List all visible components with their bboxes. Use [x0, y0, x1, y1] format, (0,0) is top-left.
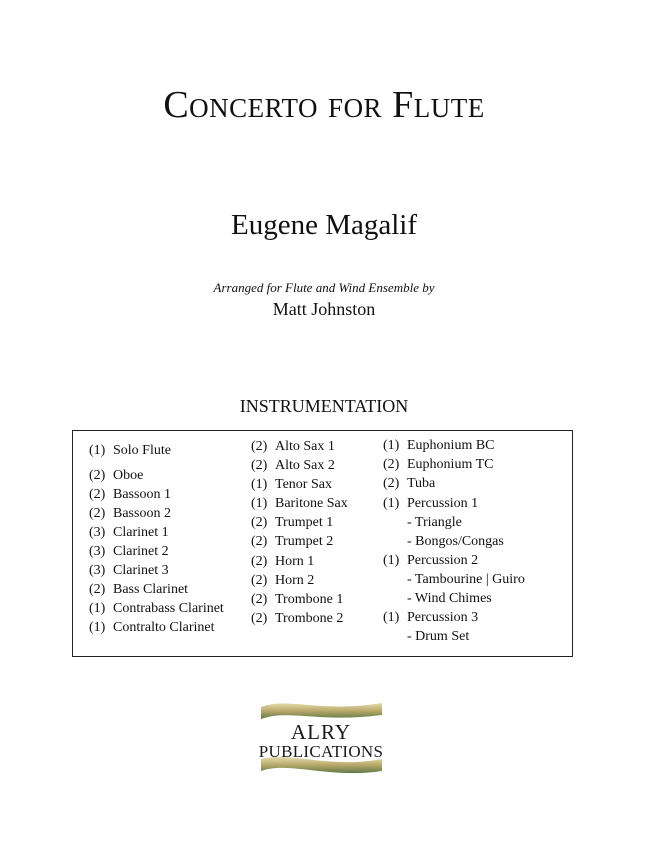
- instrument-quantity: (3): [89, 563, 106, 578]
- instrument-name: Contralto Clarinet: [113, 620, 215, 635]
- instrument-item: [89, 507, 171, 521]
- instrument-quantity: (3): [89, 525, 106, 540]
- instrument-quantity: (2): [251, 439, 268, 454]
- instrument-quantity: (1): [251, 496, 268, 511]
- instrument-name: - Drum Set: [407, 629, 470, 644]
- instrument-name: Euphonium TC: [407, 457, 494, 472]
- instrument-name: Clarinet 1: [113, 525, 169, 540]
- instrument-quantity: (2): [251, 611, 268, 626]
- instrument-item: [251, 535, 333, 549]
- instrument-quantity: (2): [89, 487, 106, 502]
- instrument-name: Trumpet 2: [275, 534, 334, 549]
- instrument-name: Contrabass Clarinet: [113, 601, 224, 616]
- alry-publications-logo: [259, 697, 384, 777]
- instrument-item: [89, 602, 224, 616]
- instrument-name: - Triangle: [407, 515, 462, 530]
- instrument-name: Baritone Sax: [275, 496, 348, 511]
- instrument-name: Alto Sax 1: [275, 439, 335, 454]
- instrument-quantity: (1): [383, 553, 400, 568]
- instrument-quantity: (2): [383, 457, 400, 472]
- instrument-name: Trumpet 1: [275, 515, 334, 530]
- piece-title: Concerto for Flute: [163, 84, 485, 126]
- logo-text-publications: PUBLICATIONS: [259, 742, 384, 761]
- instrument-quantity: (1): [89, 443, 106, 458]
- instrument-name: Tuba: [407, 476, 436, 491]
- instrument-name: Percussion 3: [407, 610, 479, 625]
- instrument-name: Clarinet 2: [113, 544, 169, 559]
- instrument-item: [383, 477, 435, 491]
- instrument-quantity: (1): [383, 496, 400, 511]
- instrument-name: Solo Flute: [113, 443, 171, 458]
- arranged-by-text: Arranged for Flute and Wind Ensemble by: [213, 280, 435, 295]
- instrument-quantity: (1): [251, 477, 268, 492]
- instrument-quantity: (1): [89, 601, 106, 616]
- instrument-name: Alto Sax 2: [275, 458, 335, 473]
- instrument-item: [89, 564, 169, 578]
- instrument-item: [383, 439, 495, 453]
- instrument-item: [383, 458, 493, 472]
- instrument-quantity: (2): [89, 468, 106, 483]
- instrument-item: [89, 444, 171, 458]
- instrument-name: Horn 2: [275, 573, 315, 588]
- composer-name: Eugene Magalif: [230, 209, 417, 241]
- instrument-quantity: (1): [89, 620, 106, 635]
- instrument-name: Trombone 2: [275, 611, 344, 626]
- logo-text-alry: ALRY: [290, 720, 352, 744]
- instrument-name: Oboe: [113, 468, 144, 483]
- instrument-item: [89, 621, 214, 635]
- instrument-quantity: (2): [251, 573, 268, 588]
- instrument-item: [383, 592, 492, 606]
- instrument-quantity: (2): [251, 554, 268, 569]
- instrument-name: - Wind Chimes: [407, 591, 492, 606]
- instrument-item: [89, 583, 188, 597]
- instrument-name: Horn 1: [275, 554, 315, 569]
- instrument-name: - Bongos/Congas: [407, 534, 504, 549]
- instrument-item: [251, 497, 348, 511]
- instrument-item: [251, 574, 314, 588]
- instrument-item: [251, 459, 335, 473]
- instrument-name: Clarinet 3: [113, 563, 169, 578]
- instrument-quantity: (2): [251, 458, 268, 473]
- instrument-name: Percussion 2: [407, 553, 479, 568]
- instrument-item: [89, 488, 171, 502]
- instrument-name: Percussion 1: [407, 496, 479, 511]
- instrument-item: [383, 630, 469, 644]
- arranger-name: Matt Johnston: [272, 299, 376, 319]
- instrument-item: [383, 497, 478, 511]
- instrument-name: Bassoon 2: [113, 506, 171, 521]
- instrument-quantity: (2): [251, 534, 268, 549]
- instrument-name: Euphonium BC: [407, 438, 495, 453]
- instrument-quantity: (3): [89, 544, 106, 559]
- instrument-item: [89, 545, 169, 559]
- logo-ribbon-top: [261, 703, 382, 719]
- instrumentation-list: [72, 430, 573, 657]
- instrument-name: Bassoon 1: [113, 487, 171, 502]
- instrument-item: [251, 478, 332, 492]
- instrument-item: [251, 516, 333, 530]
- instrument-name: - Tambourine | Guiro: [407, 572, 525, 587]
- instrument-item: [251, 612, 343, 626]
- instrument-item: [251, 440, 335, 454]
- instrument-item: [89, 526, 169, 540]
- instrument-item: [383, 573, 525, 587]
- instrument-item: [251, 593, 343, 607]
- instrument-item: [383, 611, 478, 625]
- instrument-quantity: (2): [89, 582, 106, 597]
- instrument-quantity: (2): [251, 515, 268, 530]
- instrument-name: Bass Clarinet: [113, 582, 189, 597]
- instrument-quantity: (2): [89, 506, 106, 521]
- instrument-name: Trombone 1: [275, 592, 344, 607]
- instrument-item: [251, 555, 314, 569]
- instrument-item: [383, 554, 478, 568]
- instrument-item: [383, 516, 462, 530]
- instrument-item: [89, 469, 143, 483]
- instrument-name: Tenor Sax: [275, 477, 332, 492]
- instrument-quantity: (2): [383, 476, 400, 491]
- instrument-item: [383, 535, 504, 549]
- instrumentation-heading: INSTRUMENTATION: [239, 396, 409, 416]
- instrument-quantity: (2): [251, 592, 268, 607]
- instrument-quantity: (1): [383, 438, 400, 453]
- instrument-quantity: (1): [383, 610, 400, 625]
